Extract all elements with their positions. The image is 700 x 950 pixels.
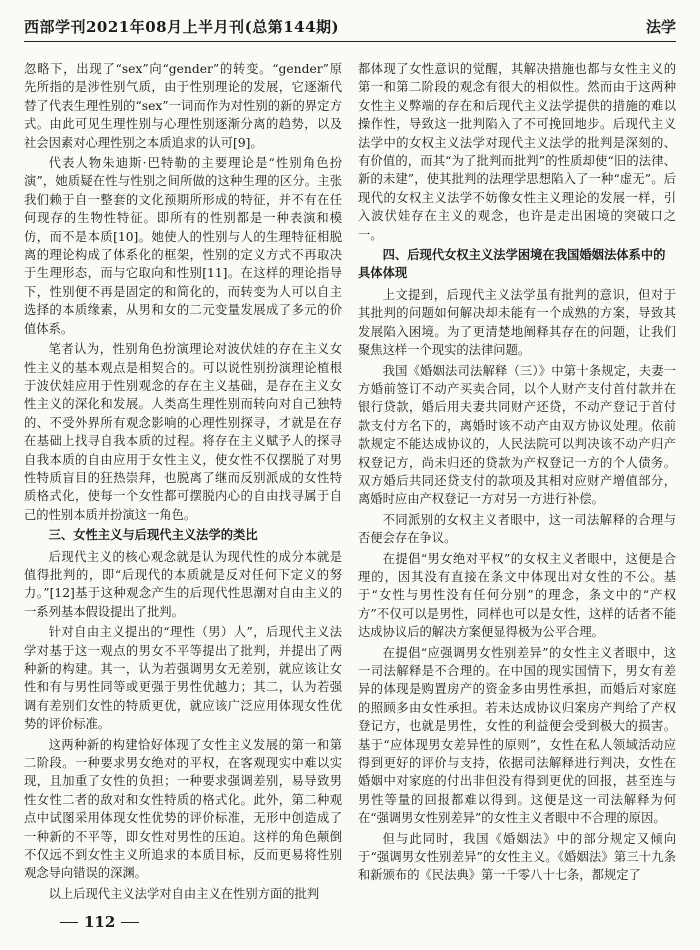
- dash-right: [121, 922, 139, 923]
- right-column: [358, 60, 676, 887]
- paragraph: 在提倡“男女绝对平权”的女权主义者眼中，这便是合理的，因其没有直接在条文中体现出对女性的不公。基于“女性与男性没有任何分别”的理念，条文中的“产权方”不仅可以是男性，同样也可以是女性，这样的话者不能达成协议后的解决方案便显得极为公平合理。: [358, 551, 676, 640]
- page-header: [24, 14, 676, 40]
- paragraph: 忽略下，出现了“sex”向“gender”的转变。“gender”原先所指的是涉性别气质，由于性别理论的发展，它逐渐代替了代表生理性别的“sex”一词而作为对性别的新的界定方式。由此可见生理性别与心理性别逐渐分离的趋势，以及社会因素对心理性别之本质追求的认可[9]。: [24, 62, 342, 150]
- paragraph: 在提倡“应强调男女性别差异”的女性主义者眼中，这一司法解释是不合理的。在中国的现实国情下，男女有差异的体现是购置房产的资金多由男性承担，而婚后对家庭的照顾多由女性承担。若未达成协议归案房产判给了产权登记方，也就是男性，女性的利益便会受到极大的损害。基于“应体现男女差异性的原则”，女性在私人领域活动应得到更好的评价与支持，依据司法解释进行判决，女性在婚姻中对家庭的付出非但没有得到更优的回报，甚至连与男性等量的回报都难以得到。这便是这一司法解释为何在“强调男女性别差异”的女性主义者眼中不合理的原因。: [358, 645, 676, 826]
- section-label: 法学: [645, 18, 676, 36]
- page-number: [54, 912, 145, 931]
- paragraph: 但与此同时，我国《婚姻法》中的部分规定又倾向于“强调男女性别差异”的女性主义。《婚姻法》第三十九条和新颁布的《民法典》第一千零八十七条，都规定了: [358, 831, 676, 883]
- paragraph: 上文提到，后现代主义法学虽有批判的意识，但对于其批判的问题如何解决却未能有一个成熟的方案，导致其发展陷入困境。为了更清楚地阐释其存在的问题，让我们聚焦这样一个现实的法律问题。: [358, 287, 676, 358]
- paragraph: 针对自由主义提出的“理性（男）人”，后现代主义法学对基于这一观点的男女不平等提出了批判，并提出了两种新的构建。其一，认为若强调男女无差别，就应该让女性和有与男性同等或更强于男性优越力；其二，认为若强调有差别们女性的特质更优，就应该广泛应用体现女性优势的评价标准。: [24, 625, 342, 732]
- paragraph: 后现代主义的核心观念就是认为现代性的成分本就是值得批判的，即“后现代的本质就是反对任何下定义的努力。”[12]基于这种观念产生的后现代性思潮对自由主义的一系列基本假设提出了批判。: [24, 549, 342, 619]
- paragraph: 这两种新的构建恰好体现了女性主义发展的第一和第二阶段。一种要求男女绝对的平权，在客观现实中难以实现，且加重了女性的负担；一种要求强调差别，易导致男性女性二者的敌对和女性特质的格式化。此外，第二种观点中试图采用体现女性优势的评价标准，无形中创造成了一种新的不平等，即女性对男性的压迫。这样的角色颠倒不仅远不到女性主义所追求的本质目标，反而更易将性别观念导向错误的深渊。: [24, 737, 342, 881]
- section-heading: 三、女性主义与后现代主义法学的类比: [48, 527, 258, 543]
- paragraph: 我国《婚姻法司法解释（三）》中第十条规定，夫妻一方婚前签订不动产买卖合同，以个人财产支付首付款并在银行贷款，婚后用夫妻共同财产还贷，不动产登记于首付款支付方名下的，离婚时该不动产由双方协议处理。依前款规定不能达成协议的，人民法院可以判决该不动产归产权登记方，尚未归还的贷款为产权登记一方的个人债务。双方婚后共同还贷支付的款项及其相对应财产增值部分，离婚时应由产权登记一方对另一方进行补偿。: [358, 363, 676, 507]
- paragraph: 以上后现代主义法学对自由主义在性别方面的批判: [48, 886, 320, 901]
- journal-title: 西部学刊2021年08月上半月刊(总第144期): [24, 18, 340, 36]
- paragraph: 笔者认为，性别角色扮演理论对波伏娃的存在主义女性主义的基本观点是相契合的。可以说性别扮演理论植根于波伏娃应用于性别观念的存在主义基础，是存在主义女性主义的深化和发展。人类高生理性别而转向对自己独特的、不受外界所有观念影响的心理性别探寻，才就是在存在基础上找寻自我本质的过程。将存在主义赋予人的探寻自我本质的自由应用于女性主义，使女性不仅摆脱了对男性特质盲目的狂热崇拜，也脱离了继而反别派成的女性特质格式化，使每一个女性都可摆脱内心的自由找寻属于自己的性别本质并扮演这一角色。: [24, 342, 342, 522]
- paragraph: 都体现了女性意识的觉醒，其解决措施也都与女性主义的第一和第二阶段的观念有很大的相似性。然而由于这两种女性主义弊端的存在和后现代主义法学提供的措施的难以操作性，导致这一批判陷入了不可挽回地步。后现代主义法学中的女权主义法学对现代主义法学的批判是深刻的、有价值的，而其“为了批判而批判”的性质却使“旧的法律、新的未建”，使其批判的法理学思想陷入了一种“虚无”。后现代的女权主义法学不妨像女性主义理论的发展一样，引入波伏娃存在主义的观念，也许是走出困境的突破口之一。: [358, 62, 676, 242]
- paragraph: 不同派别的女权主义者眼中，这一司法解释的合理与否便会存在争议。: [358, 512, 676, 546]
- section-heading: 四、后现代女权主义法学困境在我国婚姻法体系中的具体体现: [358, 247, 666, 281]
- paragraph: 代表人物朱迪斯·巴特勒的主要理论是“性别角色扮演”，她质疑在性与性别之间所做的这种生理的区分。主张我们赖于自一整套的文化预期所形成的特征，并不有在任何现存的生物性特征。即所有的性别都是一种表演和模仿，而不是本质[10]。她使人的性别与人的生理特征相脱离的理论构成了体系化的框架，性别的定义方式不再取决于生理形态，而与它取向和性别[11]。在这样的理论指导下，性别便不再是固定的和简化的，而转变为人可以自主选择的本质缘素，从男和女的二元变量发展成了多元的价值体系。: [24, 156, 342, 336]
- page-footer: [24, 912, 676, 936]
- dash-left: [60, 922, 78, 923]
- header-rule: [24, 41, 676, 42]
- left-column: [24, 60, 342, 905]
- page-number-text: 112: [84, 913, 116, 931]
